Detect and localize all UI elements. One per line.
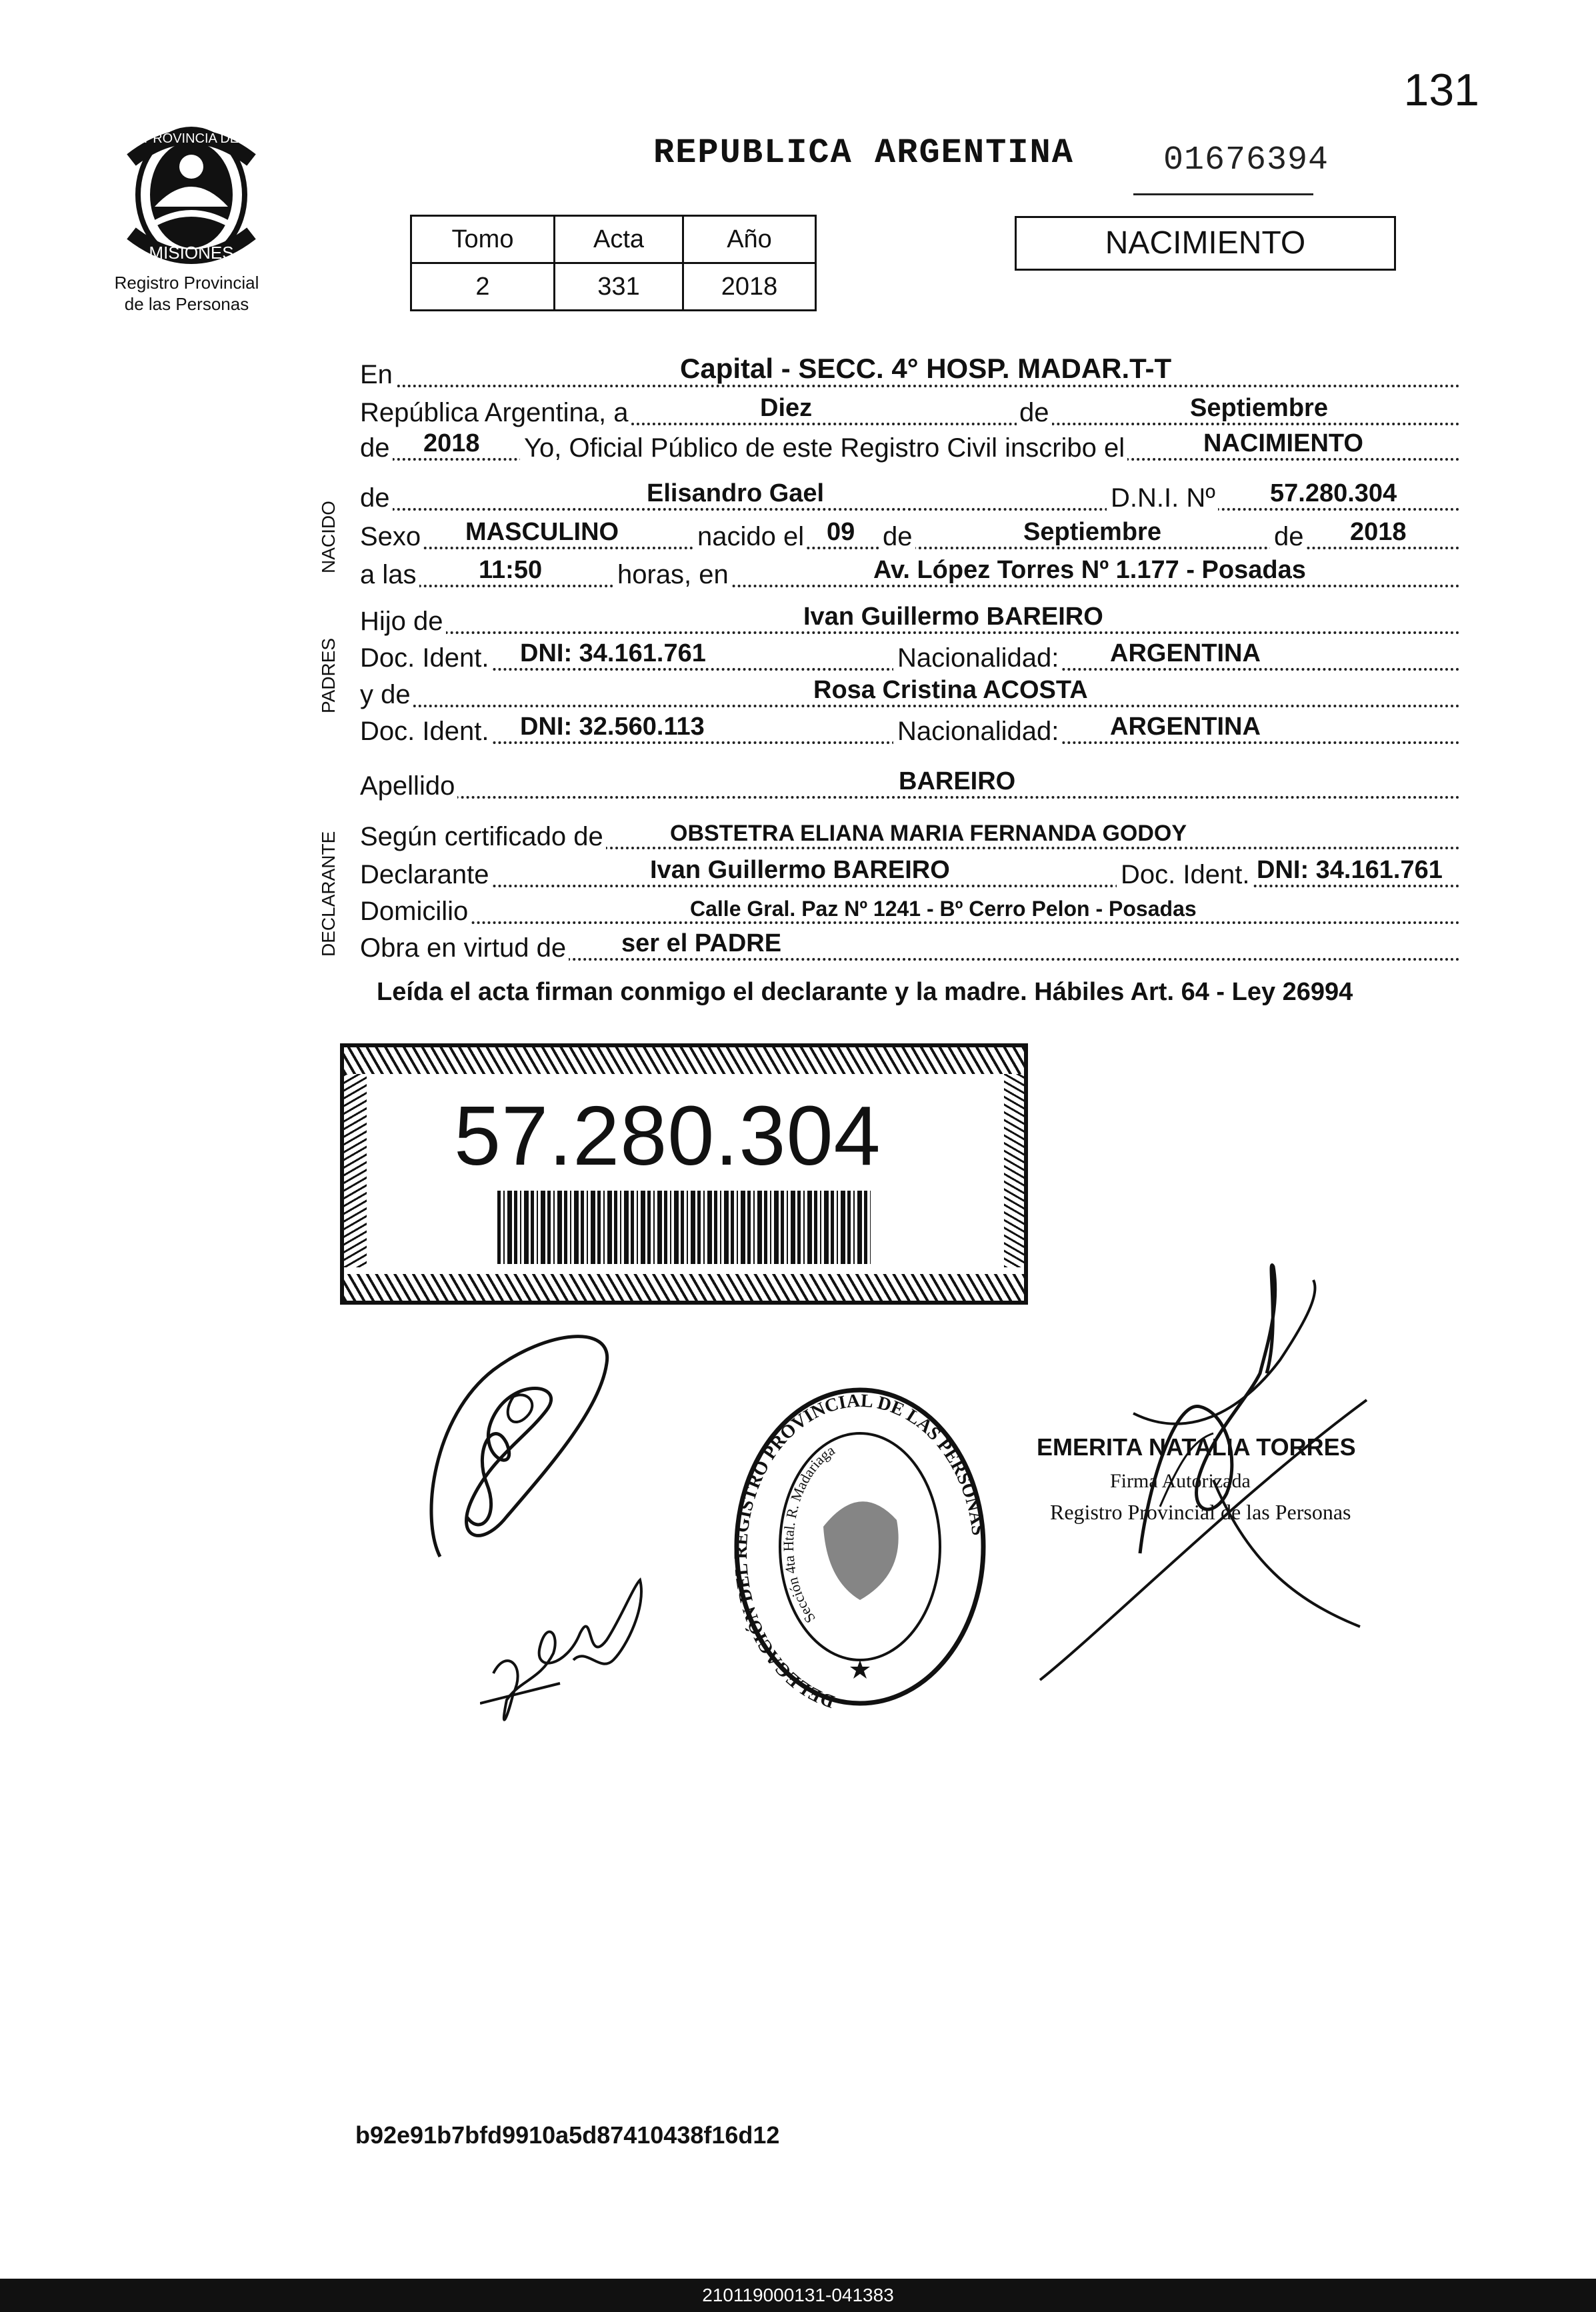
label-hijo-de: Hijo de: [360, 607, 446, 637]
label-de-year2: de: [1270, 522, 1307, 552]
stamp-border-bottom: [344, 1274, 1024, 1301]
value-inscribo: NACIMIENTO: [1203, 429, 1363, 457]
tomo-acta-ano-table: [410, 215, 817, 311]
footer-code: 210119000131-041383: [702, 2285, 894, 2305]
label-obra: Obra en virtud de: [360, 933, 569, 963]
value-place: Capital - SECC. 4° HOSP. MADAR.T-T: [680, 353, 1172, 384]
label-de: de: [1017, 398, 1052, 428]
label-nacido-el: nacido el: [693, 522, 807, 552]
label-doc-ident-padre: Doc. Ident.: [360, 643, 491, 673]
table-header-ano: Año: [683, 216, 816, 263]
value-child-dni: 57.280.304: [1270, 479, 1397, 507]
value-declarante-dni: DNI: 34.161.761: [1257, 856, 1443, 884]
registry-caption: [80, 272, 293, 315]
value-mother-dni: DNI: 32.560.113: [520, 713, 705, 741]
record-type-box: NACIMIENTO: [1015, 216, 1396, 271]
serial-underline: [1133, 193, 1313, 195]
stamp-border-right: [1004, 1074, 1024, 1267]
value-birth-year: 2018: [1350, 518, 1407, 546]
label-horas-en: horas, en: [613, 560, 731, 590]
value-hour: 11:50: [479, 556, 543, 584]
seal-outer-text: DELEGACIÓN DEL REGISTRO PROVINCIAL DE LAS PERSONAS: [731, 1390, 989, 1712]
value-father-dni: DNI: 34.161.761: [520, 639, 706, 667]
label-y-de: y de: [360, 680, 413, 710]
value-declarante: Ivan Guillermo BAREIRO: [650, 856, 950, 884]
label-en: En: [360, 360, 395, 390]
form-line-doc-madre: [360, 713, 1460, 751]
logo-bottom-text: MISIONES: [149, 243, 234, 263]
form-line-nombre: [360, 480, 1460, 517]
label-dni: D.N.I. Nº: [1107, 483, 1218, 513]
official-name: EMERITA NATALIA TORRES: [1037, 1433, 1356, 1461]
table-value-acta: 331: [555, 263, 683, 311]
dni-stamp: [340, 1043, 1028, 1305]
form-line-obra: [360, 930, 1460, 967]
value-month: Septiembre: [1190, 394, 1328, 422]
label-doc-ident-madre: Doc. Ident.: [360, 717, 491, 747]
official-seal-icon: [727, 1380, 993, 1713]
official-role: Firma Autorizada: [1110, 1470, 1251, 1492]
label-certificado: Según certificado de: [360, 822, 606, 852]
serial-number: 01676394: [1163, 141, 1329, 179]
label-nacionalidad-madre: Nacionalidad:: [893, 717, 1061, 747]
value-father-name: Ivan Guillermo BAREIRO: [803, 603, 1103, 631]
label-declarante: Declarante: [360, 860, 491, 890]
value-obra: ser el PADRE: [621, 929, 782, 957]
form-line-republica: [360, 395, 1460, 432]
signature-declarante-icon: [413, 1317, 653, 1570]
label-domicilio: Domicilio: [360, 897, 471, 927]
form-line-apellido: [360, 768, 1460, 805]
label-nacionalidad-padre: Nacionalidad:: [893, 643, 1061, 673]
official-office: Registro Provincial de las Personas: [1050, 1500, 1351, 1524]
label-doc-ident-declarante: Doc. Ident.: [1117, 860, 1252, 890]
label-de-month: de: [879, 522, 915, 552]
logo-top-text: PROVINCIA DE: [143, 131, 239, 146]
value-sexo: MASCULINO: [465, 518, 619, 546]
value-year: 2018: [423, 429, 480, 457]
table-value-tomo: 2: [411, 263, 555, 311]
page-number: 131: [1403, 65, 1479, 115]
label-de-year: de: [360, 433, 393, 463]
signature-official-icon: [1027, 1240, 1373, 1693]
form-line-sexo: [360, 519, 1460, 556]
form-line-doc-padre: [360, 640, 1460, 677]
label-de-nombre: de: [360, 483, 393, 513]
label-a-las: a las: [360, 560, 419, 590]
table-value-ano: 2018: [683, 263, 816, 311]
label-sexo: Sexo: [360, 522, 423, 552]
form-line-en: [360, 353, 1460, 394]
form-line-hora: [360, 557, 1460, 594]
side-label-nacido: NACIDO: [318, 501, 339, 573]
document-hash: b92e91b7bfd9910a5d87410438f16d12: [355, 2121, 780, 2149]
barcode: [497, 1191, 871, 1264]
value-day: Diez: [760, 394, 813, 422]
registry-line-2: de las Personas: [124, 294, 249, 314]
form-line-certificado: [360, 819, 1460, 856]
label-apellido: Apellido: [360, 771, 457, 801]
side-label-padres: PADRES: [318, 637, 339, 713]
label-oficial-text: Yo, Oficial Público de este Registro Civil inscribo el: [520, 433, 1127, 463]
value-father-nationality: ARGENTINA: [1110, 639, 1261, 667]
registry-line-1: Registro Provincial: [114, 273, 259, 293]
value-mother-name: Rosa Cristina ACOSTA: [813, 676, 1088, 704]
value-apellido: BAREIRO: [899, 767, 1016, 795]
stamp-dni-number: 57.280.304: [454, 1089, 881, 1183]
signature-madre-icon: [480, 1567, 680, 1733]
stamp-border-top: [344, 1047, 1024, 1074]
value-domicilio: Calle Gral. Paz Nº 1241 - Bº Cerro Pelon - Posadas: [690, 897, 1197, 921]
province-coat-of-arms-icon: [115, 120, 268, 273]
table-header-acta: Acta: [555, 216, 683, 263]
value-mother-nationality: ARGENTINA: [1110, 713, 1261, 741]
side-label-declarante: DECLARANTE: [318, 831, 339, 957]
form-line-year: [360, 430, 1460, 467]
form-line-domicilio: [360, 893, 1460, 931]
form-line-declarante: [360, 857, 1460, 894]
stamp-border-left: [344, 1074, 367, 1267]
form-line-y-de: [360, 677, 1460, 714]
table-header-tomo: Tomo: [411, 216, 555, 263]
value-birth-day: 09: [827, 518, 855, 546]
label-republica: República Argentina, a: [360, 398, 631, 428]
value-birth-place: Av. López Torres Nº 1.177 - Posadas: [873, 556, 1306, 584]
closing-statement: Leída el acta firman conmigo el declarante y la madre. Hábiles Art. 64 - Ley 26994: [377, 978, 1353, 1006]
value-birth-month: Septiembre: [1023, 518, 1161, 546]
value-child-name: Elisandro Gael: [647, 479, 825, 507]
document-title: REPUBLICA ARGENTINA: [653, 133, 1074, 173]
form-line-hijo-de: [360, 603, 1460, 641]
value-certificado: OBSTETRA ELIANA MARIA FERNANDA GODOY: [670, 821, 1187, 846]
seal-inner-text: Sección 4ta Htal. R. Madariaga: [779, 1441, 838, 1627]
